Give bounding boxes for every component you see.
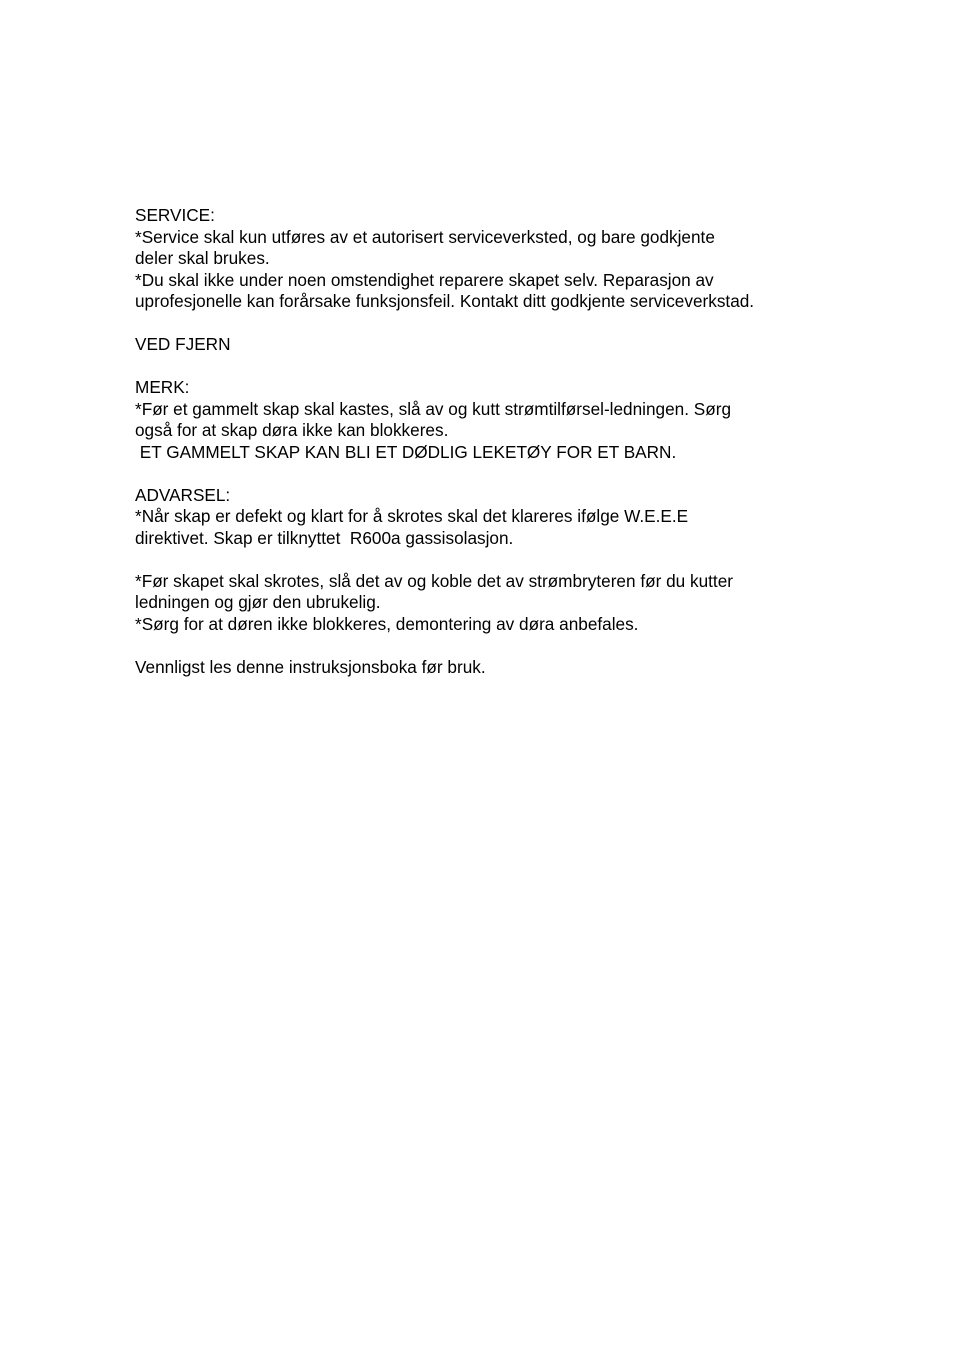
caution-paragraph-2-line-2: ledningen og gjør den ubrukelig. bbox=[135, 592, 381, 612]
spacer bbox=[135, 313, 835, 335]
note-paragraph-1-line-2: også for at skap døra ikke kan blokkeres. bbox=[135, 420, 449, 440]
service-paragraph-2-line-1: *Du skal ikke under noen omstendighet reparere skapet selv. Reparasjon av bbox=[135, 269, 714, 290]
spacer bbox=[135, 635, 835, 657]
document-page bbox=[135, 205, 835, 678]
service-paragraph-1-line-1: *Service skal kun utføres av et autorisert serviceverksted, og bare godkjente bbox=[135, 226, 715, 247]
service-paragraph-1-line-2: deler skal brukes. bbox=[135, 248, 270, 268]
caution-paragraph-1-line-2: direktivet. Skap er tilknyttet R600a gassisolasjon. bbox=[135, 527, 514, 548]
caution-paragraph-1-line-1: *Når skap er defekt og klart for å skrotes skal det klareres ifølge W.E.E.E bbox=[135, 506, 689, 526]
caution-paragraph-3-line-1: *Sørg for at døren ikke blokkeres, demontering av døra anbefales. bbox=[135, 613, 639, 634]
note-heading: MERK: bbox=[135, 377, 190, 397]
service-heading: SERVICE: bbox=[135, 205, 215, 225]
service-paragraph-2-line-2: uprofesjonelle kan forårsake funksjonsfeil. Kontakt ditt godkjente serviceverkstad. bbox=[135, 291, 755, 311]
spacer bbox=[135, 549, 835, 571]
note-paragraph-1-line-1: *Før et gammelt skap skal kastes, slå av og kutt strømtilførsel-ledningen. Sørg bbox=[135, 398, 732, 419]
disposal-heading: VED FJERN bbox=[135, 334, 231, 354]
note-warning: ET GAMMELT SKAP KAN BLI ET DØDLIG LEKETØY FOR ET BARN. bbox=[135, 441, 677, 462]
closing-text: Vennligst les denne instruksjonsboka før bruk. bbox=[135, 656, 486, 677]
spacer bbox=[135, 356, 835, 378]
caution-paragraph-2-line-1: *Før skapet skal skrotes, slå det av og koble det av strømbryteren før du kutter bbox=[135, 570, 733, 591]
spacer bbox=[135, 463, 835, 485]
caution-heading: ADVARSEL: bbox=[135, 484, 231, 505]
